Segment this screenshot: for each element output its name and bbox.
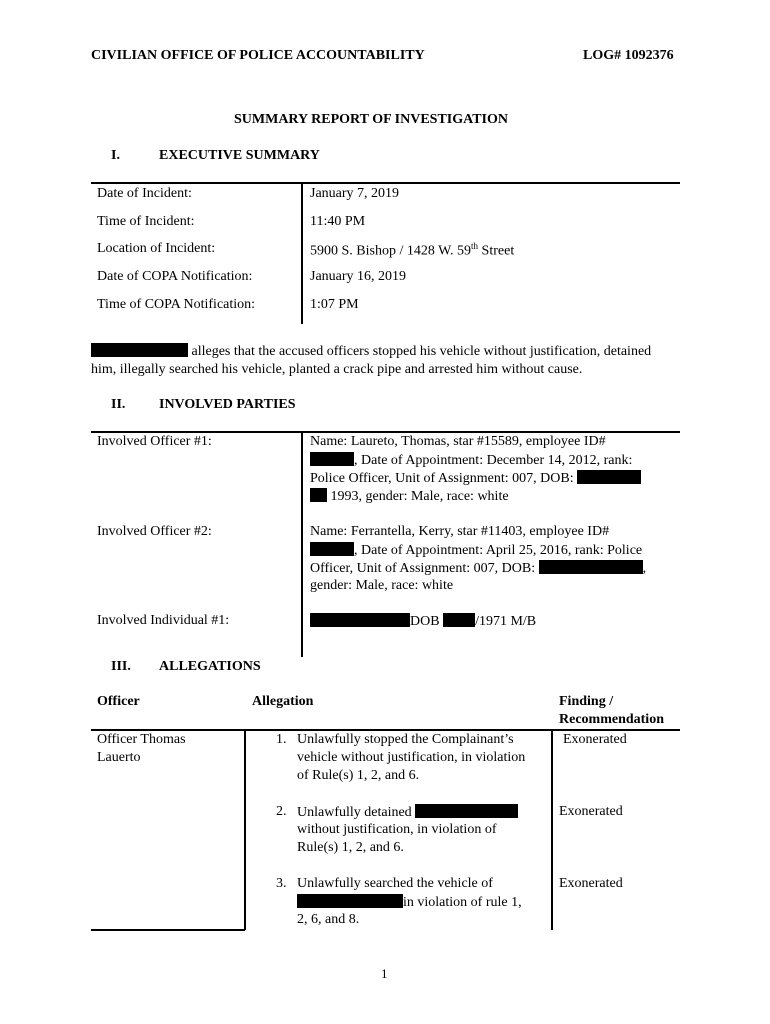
redaction-block (91, 343, 188, 357)
individual-1-value: DOB /1971 M/B (310, 613, 536, 630)
allegation-3-line-1: Unlawfully searched the vehicle of (297, 876, 493, 891)
allegations-divider-right (551, 729, 553, 930)
individual-1-label: Involved Individual #1: (97, 613, 230, 628)
exec-value-time: 11:40 PM (310, 214, 366, 229)
section-1-number: I. (111, 148, 120, 163)
exec-label-copa-time: Time of COPA Notification: (97, 297, 256, 312)
section-3-title: ALLEGATIONS (159, 659, 261, 674)
column-header-finding: Finding / (559, 694, 614, 709)
exec-label-location: Location of Incident: (97, 241, 216, 256)
column-header-officer: Officer (97, 694, 140, 709)
officer-2-label: Involved Officer #2: (97, 524, 212, 539)
page-number: 1 (381, 966, 388, 981)
officer-1-line-3: Police Officer, Unit of Assignment: 007, DOB: (310, 470, 641, 487)
exec-value-copa-time: 1:07 PM (310, 297, 359, 312)
section-2-title: INVOLVED PARTIES (159, 397, 296, 412)
officer-2-line-4: gender: Male, race: white (310, 578, 454, 593)
section-3-number: III. (111, 659, 131, 674)
allegation-2-line-1: Unlawfully detained (297, 804, 518, 821)
allegation-1-finding: Exonerated (563, 732, 627, 747)
redaction-block (415, 804, 518, 818)
allegation-3-line-3: 2, 6, and 8. (297, 912, 360, 927)
redaction-block (577, 470, 641, 484)
parties-table-top-rule (91, 431, 680, 433)
exec-value-copa-date: January 16, 2019 (310, 269, 407, 284)
officer-1-line-4: 1993, gender: Male, race: white (310, 488, 509, 505)
allegation-3-finding: Exonerated (559, 876, 623, 891)
officer-name-line-1: Officer Thomas (97, 732, 186, 747)
allegation-1-line-2: vehicle without justification, in violation (297, 750, 526, 765)
summary-line-2: him, illegally searched his vehicle, planted a crack pipe and arrested him without cause. (91, 362, 583, 377)
agency-name: CIVILIAN OFFICE OF POLICE ACCOUNTABILITY (91, 48, 425, 63)
allegation-2-finding: Exonerated (559, 804, 623, 819)
exec-label-copa-date: Date of COPA Notification: (97, 269, 253, 284)
redaction-block (443, 613, 475, 627)
redaction-block (310, 452, 354, 466)
allegation-3-number: 3. (276, 876, 287, 891)
summary-line-1: alleges that the accused officers stopped his vehicle without justification, detained (91, 343, 651, 360)
report-title: SUMMARY REPORT OF INVESTIGATION (234, 112, 508, 127)
exec-table-top-rule (91, 182, 680, 184)
allegation-2-number: 2. (276, 804, 287, 819)
allegation-1-number: 1. (276, 732, 287, 747)
redaction-block (539, 560, 643, 574)
officer-name-line-2: Lauerto (97, 750, 141, 765)
redaction-block (310, 488, 327, 502)
allegations-bottom-rule (91, 929, 245, 931)
allegations-header-rule (91, 729, 680, 731)
parties-table-divider (301, 431, 303, 657)
redaction-block (310, 542, 354, 556)
allegation-2-line-3: Rule(s) 1, 2, and 6. (297, 840, 404, 855)
exec-value-date: January 7, 2019 (310, 186, 400, 201)
officer-2-line-1: Name: Ferrantella, Kerry, star #11403, employee ID# (310, 524, 610, 539)
exec-label-time: Time of Incident: (97, 214, 195, 229)
column-header-recommendation: Recommendation (559, 712, 664, 727)
officer-2-line-2: , Date of Appointment: April 25, 2016, rank: Police (310, 542, 642, 559)
section-1-title: EXECUTIVE SUMMARY (159, 148, 320, 163)
officer-1-label: Involved Officer #1: (97, 434, 212, 449)
exec-value-location: 5900 S. Bishop / 1428 W. 59th Street (310, 241, 515, 259)
allegation-2-line-2: without justification, in violation of (297, 822, 497, 837)
officer-1-line-2: , Date of Appointment: December 14, 2012, rank: (310, 452, 632, 469)
exec-label-date: Date of Incident: (97, 186, 192, 201)
allegations-divider-left (244, 729, 246, 930)
allegation-3-line-2: in violation of rule 1, (297, 894, 522, 911)
section-2-number: II. (111, 397, 126, 412)
officer-2-line-3: Officer, Unit of Assignment: 007, DOB: , (310, 561, 647, 576)
log-number: LOG# 1092376 (583, 48, 674, 63)
redaction-block (297, 894, 403, 908)
officer-1-line-1: Name: Laureto, Thomas, star #15589, employee ID# (310, 434, 606, 449)
allegation-1-line-1: Unlawfully stopped the Complainant’s (297, 732, 514, 747)
column-header-allegation: Allegation (252, 694, 314, 709)
allegation-1-line-3: of Rule(s) 1, 2, and 6. (297, 768, 420, 783)
exec-table-divider (301, 182, 303, 324)
redaction-block (310, 613, 410, 627)
